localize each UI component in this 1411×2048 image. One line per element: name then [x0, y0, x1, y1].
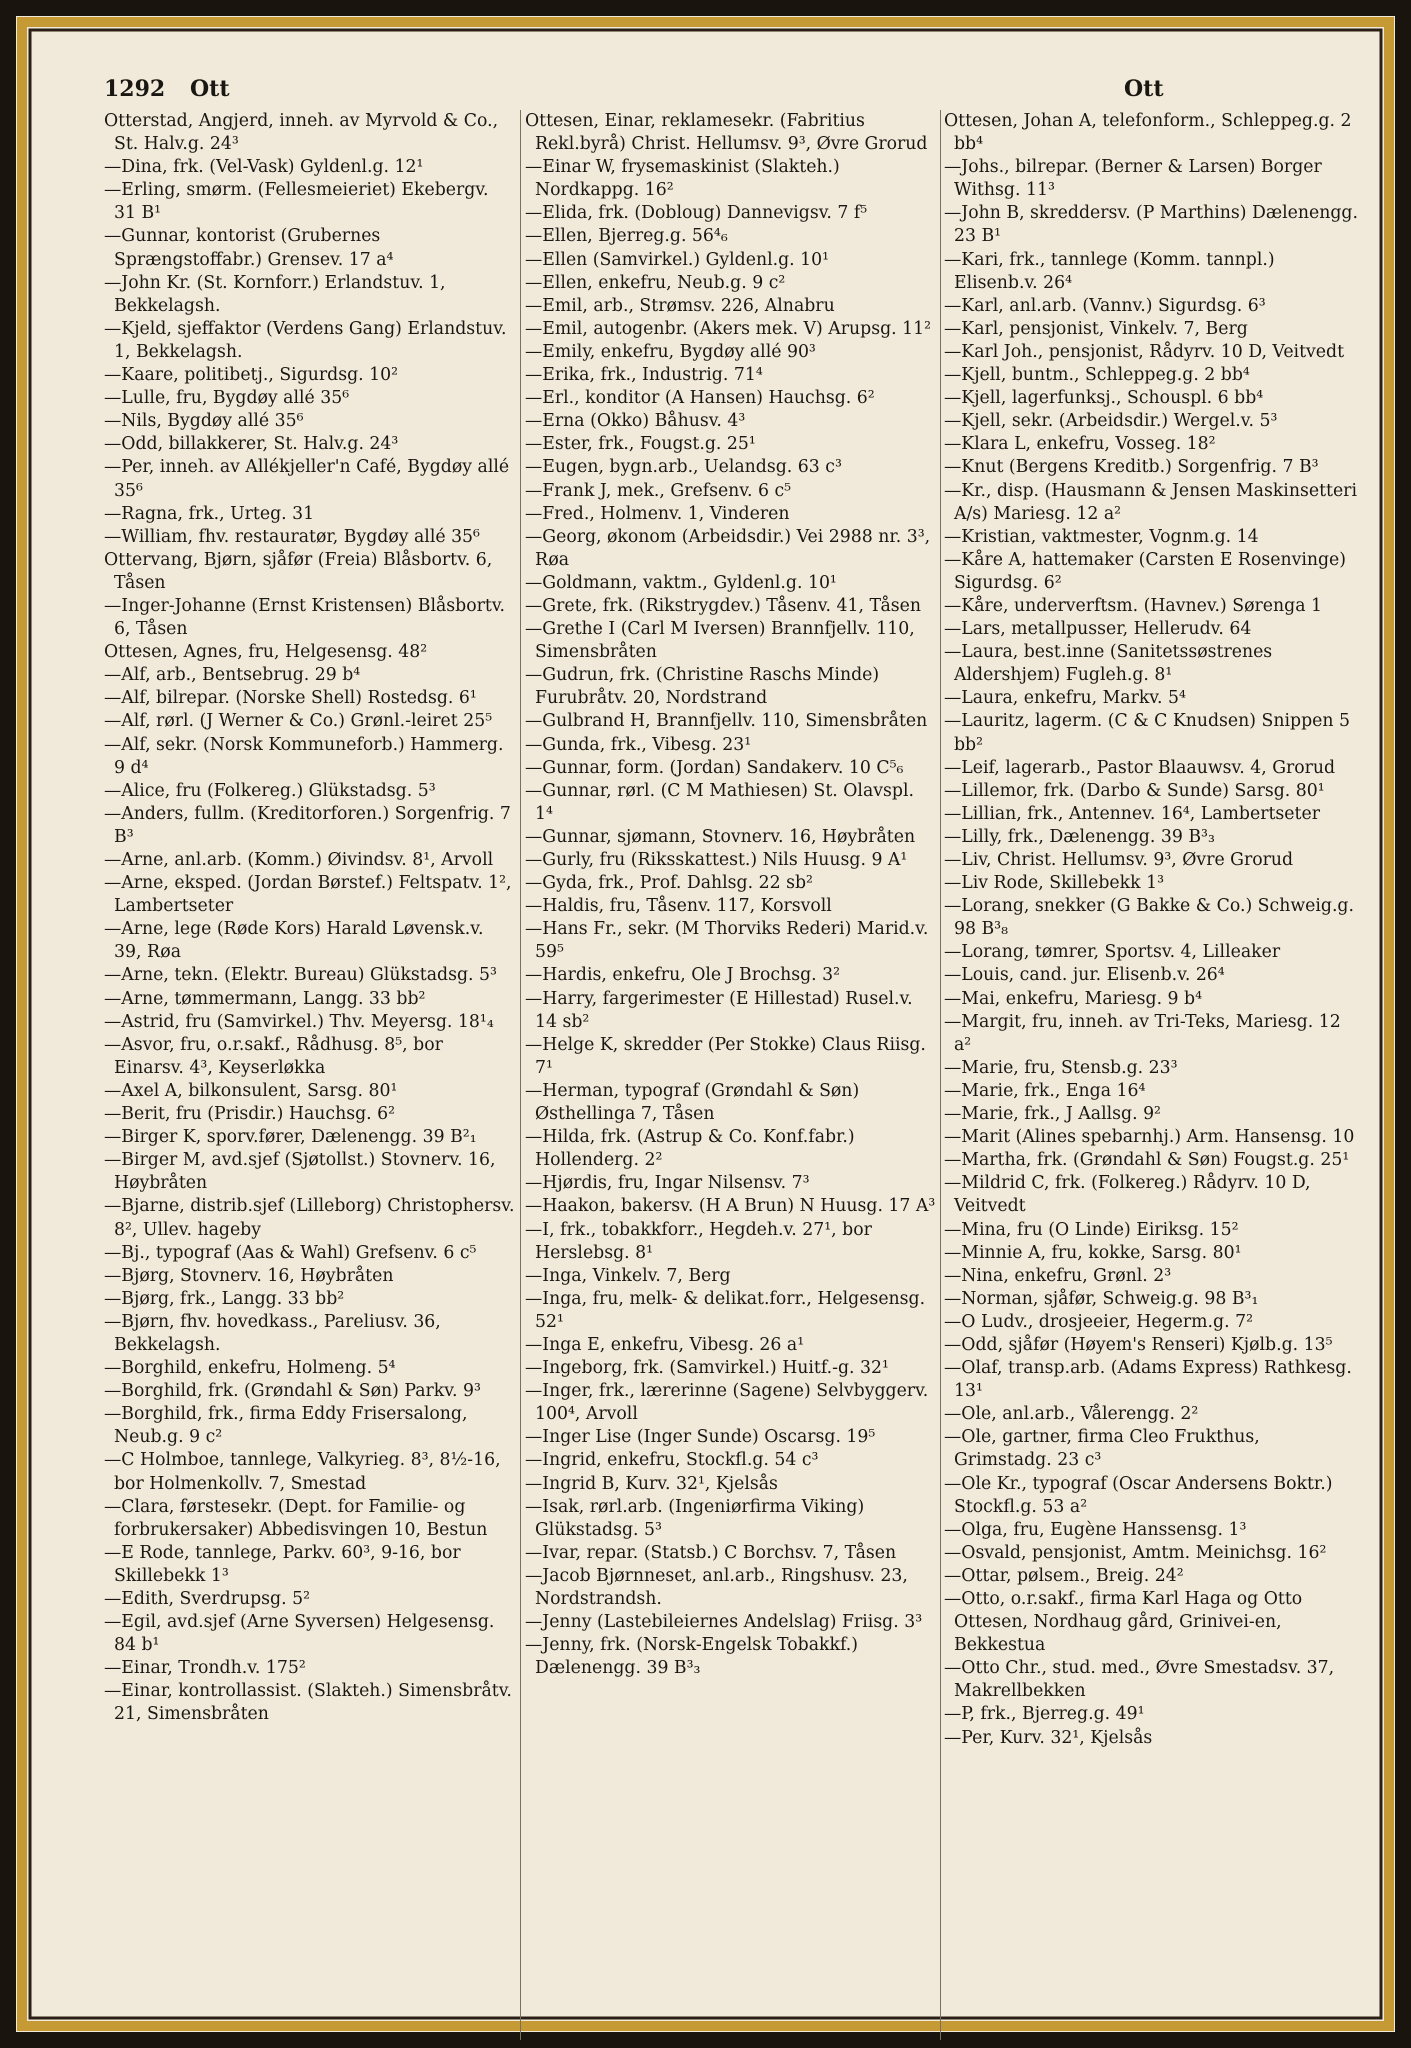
- directory-entry: —Hans Fr., sekr. (M Thorviks Rederi) Marid.v. 59⁵: [525, 919, 929, 963]
- directory-entry: —Liv Rode, Skillebekk 1³: [944, 873, 1164, 894]
- directory-entry: —Knut (Bergens Kreditb.) Sorgenfrig. 7 B³: [944, 457, 1319, 478]
- directory-entry: —Kjell, buntm., Schleppeg.g. 2 bb⁴: [944, 365, 1250, 386]
- directory-entry: —Herman, typograf (Grøndahl & Søn) Østhellinga 7, Tåsen: [525, 1080, 860, 1125]
- directory-entry: —Edith, Sverdrupsg. 5²: [104, 1589, 310, 1609]
- directory-entry: —Axel A, bilkonsulent, Sarsg. 80¹: [104, 1080, 398, 1101]
- directory-entry: —Borghild, frk., firma Eddy Frisersalong, Neub.g. 9 c²: [104, 1404, 468, 1448]
- directory-entry: —Gunnar, sjømann, Stovnerv. 16, Høybråten: [525, 826, 916, 847]
- directory-entry: —Ellen, Bjerreg.g. 56⁴₆: [525, 226, 728, 247]
- directory-entry: —John Kr. (St. Kornforr.) Erlandstuv. 1, Bekkelagsh.: [104, 272, 446, 316]
- directory-entry: —Gunnar, kontorist (Grubernes Sprængstoffabr.) Grensev. 17 a⁴: [104, 226, 394, 270]
- directory-entry: —Helge K, skredder (Per Stokke) Claus Riisg. 7¹: [525, 1034, 926, 1078]
- directory-entry: —Ingrid, enkefru, Stockfl.g. 54 c³: [525, 1450, 819, 1471]
- directory-entry: —Leif, lagerarb., Pastor Blaauwsv. 4, Grorud: [944, 757, 1336, 778]
- directory-entry: —Mildrid C, frk. (Folkereg.) Rådyrv. 10 D, Veitvedt: [944, 1173, 1311, 1217]
- directory-entry: —Ole, gartner, firma Cleo Frukthus, Grimstadg. 23 c³: [944, 1427, 1260, 1471]
- directory-entry: —Martha, frk. (Grøndahl & Søn) Fougst.g. 25¹: [944, 1150, 1350, 1171]
- directory-entry: —Bjørg, frk., Langg. 33 bb²: [104, 1288, 345, 1309]
- directory-entry: —Lorang, tømrer, Sportsv. 4, Lilleaker: [944, 942, 1281, 963]
- directory-entry: —Emily, enkefru, Bygdøy allé 90³: [525, 341, 816, 362]
- directory-entry: —Hilda, frk. (Astrup & Co. Konf.fabr.) Hollenderg. 2²: [525, 1127, 855, 1171]
- directory-entry: —Erna (Okko) Båhusv. 4³: [525, 411, 746, 432]
- directory-entry: —Lilly, frk., Dælenengg. 39 B³₃: [944, 826, 1215, 847]
- directory-entry: —Mina, fru (O Linde) Eiriksg. 15²: [944, 1219, 1239, 1240]
- directory-entry: —Inga E, enkefru, Vibesg. 26 a¹: [525, 1334, 805, 1355]
- directory-entry: —Ester, frk., Fougst.g. 25¹: [525, 434, 756, 455]
- directory-entry: —Laura, best.inne (Sanitetssøstrenes Aldershjem) Fugleh.g. 8¹: [944, 642, 1273, 686]
- directory-entry: —Bjørg, Stovnerv. 16, Høybråten: [104, 1265, 394, 1286]
- directory-entry: —Ragna, frk., Urteg. 31: [104, 503, 315, 524]
- directory-entry: —Kjeld, sjeffaktor (Verdens Gang) Erlandstuv. 1, Bekkelagsh.: [104, 318, 507, 362]
- directory-entry: —Erling, smørm. (Fellesmeieriet) Ekebergv. 31 B¹: [104, 180, 489, 224]
- directory-entry: —Minnie A, fru, kokke, Sarsg. 80¹: [944, 1242, 1242, 1263]
- directory-entry: —Gunnar, rørl. (C M Mathiesen) St. Olavspl. 1⁴: [525, 780, 914, 824]
- directory-entry: —Ingeborg, frk. (Samvirkel.) Huitf.-g. 32¹: [525, 1358, 889, 1379]
- directory-entry: —Lillian, frk., Antennev. 16⁴, Lambertseter: [944, 803, 1320, 824]
- directory-entry: —Astrid, fru (Samvirkel.) Thv. Meyersg. 18¹₄: [104, 1011, 494, 1032]
- directory-entry: —William, fhv. restauratør, Bygdøy allé 35⁶: [104, 526, 480, 547]
- column-divider: [940, 110, 941, 2040]
- directory-entry: —Karl, anl.arb. (Vannv.) Sigurdsg. 6³: [944, 295, 1266, 316]
- directory-entry: —Alf, arb., Bentsebrug. 29 b⁴: [104, 665, 361, 686]
- directory-entry: —Lillemor, frk. (Darbo & Sunde) Sarsg. 80¹: [944, 780, 1325, 801]
- directory-entry: —Otto Chr., stud. med., Øvre Smestadsv. 37, Makrellbekken: [944, 1658, 1335, 1702]
- directory-entry: —Osvald, pensjonist, Amtm. Meinichsg. 16²: [944, 1542, 1327, 1563]
- directory-entry: —Margit, fru, inneh. av Tri-Teks, Mariesg. 12 a²: [944, 1011, 1341, 1055]
- directory-entry: —Gunnar, form. (Jordan) Sandakerv. 10 C⁵₆: [525, 757, 904, 778]
- directory-entry: —Inger, frk., lærerinne (Sagene) Selvbyggerv. 100⁴, Arvoll: [525, 1381, 929, 1425]
- directory-entry: —Alf, rørl. (J Werner & Co.) Grønl.-leiret 25⁵: [104, 711, 493, 732]
- directory-entry: —Berit, fru (Prisdir.) Hauchsg. 6²: [104, 1104, 396, 1125]
- directory-entry: —Hardis, enkefru, Ole J Brochsg. 3²: [525, 965, 841, 986]
- directory-entry: —P, frk., Bjerreg.g. 49¹: [944, 1704, 1145, 1725]
- directory-entry: —Nina, enkefru, Grønl. 2³: [944, 1265, 1172, 1286]
- directory-entry: —Ellen, enkefru, Neub.g. 9 c²: [525, 272, 786, 293]
- directory-entry: —Jenny (Lastebileiernes Andelslag) Friisg. 3³: [525, 1612, 923, 1633]
- directory-entry: —Kjell, sekr. (Arbeidsdir.) Wergel.v. 5³: [944, 411, 1278, 432]
- directory-entry: —Kristian, vaktmester, Vognm.g. 14: [944, 526, 1259, 547]
- directory-entry: —Gunda, frk., Vibesg. 23¹: [525, 734, 752, 755]
- directory-entry: —Emil, autogenbr. (Akers mek. V) Arupsg. 11²: [525, 318, 932, 339]
- directory-entry: —Inga, Vinkelv. 7, Berg: [525, 1265, 731, 1286]
- directory-entry: —Lars, metallpusser, Hellerudv. 64: [944, 619, 1252, 640]
- directory-entry: —Gurly, fru (Riksskattest.) Nils Huusg. 9 A¹: [525, 850, 908, 870]
- directory-entry: —Grete, frk. (Rikstrygdev.) Tåsenv. 41, Tåsen: [525, 595, 922, 616]
- directory-entry: —Eugen, bygn.arb., Uelandsg. 63 c³: [525, 457, 842, 478]
- directory-entry: —Grethe I (Carl M Iversen) Brannfjellv. 110, Simensbråten: [525, 619, 915, 663]
- directory-entry: —Ellen (Samvirkel.) Gyldenl.g. 10¹: [525, 249, 830, 270]
- directory-entry: —Kåre, underverftsm. (Havnev.) Sørenga 1: [944, 595, 1323, 616]
- directory-entry: —Harry, fargerimester (E Hillestad) Rusel.v. 14 sb²: [525, 988, 913, 1032]
- directory-entry: —Kaare, politibetj., Sigurdsg. 10²: [104, 365, 399, 386]
- directory-entry: Otterstad, Angjerd, inneh. av Myrvold & Co., St. Halv.g. 24³: [104, 111, 499, 155]
- directory-entry: —O Ludv., drosjeeier, Hegerm.g. 7²: [944, 1311, 1254, 1332]
- page-number: 1292: [104, 76, 166, 102]
- directory-entry: —E Rode, tannlege, Parkv. 60³, 9-16, bor Skillebekk 1³: [104, 1542, 461, 1586]
- directory-entry: —Borghild, enkefru, Holmeng. 5⁴: [104, 1358, 396, 1379]
- directory-entry: —Einar, kontrollassist. (Slakteh.) Simensbråtv. 21, Simensbråten: [104, 1681, 512, 1725]
- directory-entry: —Elida, frk. (Dobloug) Dannevigsv. 7 f⁵: [525, 203, 868, 224]
- directory-entry: —John B, skreddersv. (P Marthins) Dælenengg. 23 B¹: [944, 203, 1358, 247]
- directory-entry: —Emil, arb., Strømsv. 226, Alnabru: [525, 295, 835, 316]
- directory-entry: —Kari, frk., tannlege (Komm. tannpl.) Elisenb.v. 26⁴: [944, 249, 1275, 293]
- directory-entry: —Erl., konditor (A Hansen) Hauchsg. 6²: [525, 388, 875, 409]
- directory-entry: —Klara L, enkefru, Vosseg. 18²: [944, 434, 1216, 455]
- directory-entry: —Norman, sjåfør, Schweig.g. 98 B³₁: [944, 1288, 1259, 1309]
- directory-entry: —Alf, sekr. (Norsk Kommuneforb.) Hammerg. 9 d⁴: [104, 734, 504, 778]
- directory-entry: —Egil, avd.sjef (Arne Syversen) Helgesensg. 84 b¹: [104, 1612, 495, 1656]
- directory-column-1: [104, 110, 516, 2045]
- directory-entry: —Liv, Christ. Hellumsv. 9³, Øvre Grorud: [944, 850, 1294, 870]
- directory-entry: —Gudrun, frk. (Christine Raschs Minde) Furubråtv. 20, Nordstrand: [525, 665, 880, 709]
- directory-entry: —Ivar, repar. (Statsb.) C Borchsv. 7, Tåsen: [525, 1542, 897, 1563]
- directory-entry: —Lorang, snekker (G Bakke & Co.) Schweig.g. 98 B³₈: [944, 896, 1354, 940]
- directory-entry: —Jacob Bjørnneset, anl.arb., Ringshusv. 23, Nordstrandsh.: [525, 1565, 908, 1609]
- directory-column-2: [525, 110, 937, 2045]
- directory-entry: Ottesen, Agnes, fru, Helgesensg. 48²: [104, 642, 428, 663]
- directory-entry: —Gyda, frk., Prof. Dahlsg. 22 sb²: [525, 873, 813, 894]
- directory-entry: —Lauritz, lagerm. (C & C Knudsen) Snippen 5 bb²: [944, 711, 1350, 755]
- directory-entry: —Per, inneh. av Allékjeller'n Café, Bygdøy allé 35⁶: [104, 457, 510, 501]
- directory-entry: —C Holmboe, tannlege, Valkyrieg. 8³, 8½-16, bor Holmenkollv. 7, Smestad: [104, 1450, 501, 1494]
- directory-entry: —Haldis, fru, Tåsenv. 117, Korsvoll: [525, 896, 832, 917]
- directory-entry: —Inger-Johanne (Ernst Kristensen) Blåsbortv. 6, Tåsen: [104, 595, 506, 640]
- running-header-left: Ott: [190, 76, 230, 102]
- directory-entry: —Einar, Trondh.v. 175²: [104, 1658, 306, 1679]
- directory-entry: —Mai, enkefru, Mariesg. 9 b⁴: [944, 988, 1203, 1009]
- directory-entry: Ottesen, Einar, reklamesekr. (Fabritius Rekl.byrå) Christ. Hellumsv. 9³, Øvre Grorud: [525, 111, 928, 155]
- directory-entry: —Isak, rørl.arb. (Ingeniørfirma Viking) Glükstadsg. 5³: [525, 1496, 865, 1540]
- directory-entry: —Ottar, pølsem., Breig. 24²: [944, 1565, 1184, 1586]
- directory-entry: —Birger K, sporv.fører, Dælenengg. 39 B²₁: [104, 1127, 477, 1148]
- directory-entry: —Arne, tekn. (Elektr. Bureau) Glükstadsg. 5³: [104, 965, 497, 986]
- directory-entry: —Haakon, bakersv. (H A Brun) N Huusg. 17 A³: [525, 1196, 936, 1217]
- directory-entry: —Kr., disp. (Hausmann & Jensen Maskinsetteri A/s) Mariesg. 12 a²: [944, 480, 1357, 524]
- directory-entry: —Gulbrand H, Brannfjellv. 110, Simensbråten: [525, 711, 928, 732]
- directory-entry: —Bjørn, fhv. hovedkass., Pareliusv. 36, Bekkelagsh.: [104, 1311, 441, 1355]
- column-divider: [520, 110, 521, 2040]
- directory-entry: Ottervang, Bjørn, sjåfør (Freia) Blåsbortv. 6, Tåsen: [104, 549, 493, 593]
- directory-entry: —Laura, enkefru, Markv. 5⁴: [944, 688, 1186, 709]
- directory-entry: —Arne, tømmermann, Langg. 33 bb²: [104, 988, 426, 1009]
- directory-entry: —Lulle, fru, Bygdøy allé 35⁶: [104, 388, 350, 409]
- directory-entry: —Arne, lege (Røde Kors) Harald Løvensk.v. 39, Røa: [104, 919, 484, 963]
- directory-entry: —Einar W, frysemaskinist (Slakteh.) Nordkappg. 16²: [525, 157, 840, 201]
- directory-entry: —Marie, fru, Stensb.g. 23³: [944, 1057, 1178, 1078]
- running-header-right: Ott: [1124, 76, 1164, 102]
- directory-entry: —Inga, fru, melk- & delikat.forr., Helgesensg. 52¹: [525, 1288, 926, 1332]
- directory-entry: —Dina, frk. (Vel-Vask) Gyldenl.g. 12¹: [104, 157, 424, 178]
- directory-entry: —Johs., bilrepar. (Berner & Larsen) Borger Withsg. 11³: [944, 157, 1322, 201]
- directory-entry: —Alice, fru (Folkereg.) Glükstadsg. 5³: [104, 780, 436, 801]
- directory-entry: —Olaf, transp.arb. (Adams Express) Rathkesg. 13¹: [944, 1358, 1352, 1402]
- directory-entry: —Hjørdis, fru, Ingar Nilsensv. 7³: [525, 1173, 810, 1194]
- directory-entry: —Olga, fru, Eugène Hanssensg. 1³: [944, 1519, 1247, 1540]
- directory-entry: —Marie, frk., J Aallsg. 9²: [944, 1104, 1161, 1125]
- directory-entry: —Clara, førstesekr. (Dept. for Familie- og forbrukersaker) Abbedisvingen 10, Bestun: [104, 1496, 488, 1540]
- directory-entry: —Goldmann, vaktm., Gyldenl.g. 10¹: [525, 572, 837, 593]
- directory-entry: —Ingrid B, Kurv. 32¹, Kjelsås: [525, 1473, 778, 1494]
- directory-entry: —Jenny, frk. (Norsk-Engelsk Tobakkf.) Dælenengg. 39 B³₃: [525, 1635, 858, 1679]
- directory-entry: —Odd, sjåfør (Høyem's Renseri) Kjølb.g. 13⁵: [944, 1334, 1333, 1355]
- directory-entry: —Marit (Alines spebarnhj.) Arm. Hansensg. 10: [944, 1127, 1355, 1148]
- directory-entry: —I, frk., tobakkforr., Hegdeh.v. 27¹, bor Herslebsg. 8¹: [525, 1219, 872, 1263]
- directory-entry: —Borghild, frk. (Grøndahl & Søn) Parkv. 9³: [104, 1381, 481, 1402]
- directory-entry: —Karl, pensjonist, Vinkelv. 7, Berg: [944, 318, 1248, 339]
- directory-entry: —Birger M, avd.sjef (Sjøtollst.) Stovnerv. 16, Høybråten: [104, 1150, 496, 1194]
- directory-entry: —Asvor, fru, o.r.sakf., Rådhusg. 8⁵, bor Einarsv. 4³, Keyserløkka: [104, 1034, 443, 1078]
- directory-entry: —Ole Kr., typograf (Oscar Andersens Boktr.) Stockfl.g. 53 a²: [944, 1473, 1333, 1517]
- directory-entry: —Frank J, mek., Grefsenv. 6 c⁵: [525, 480, 792, 501]
- directory-entry: —Arne, eksped. (Jordan Børstef.) Feltspatv. 1², Lambertseter: [104, 873, 512, 917]
- directory-entry: —Karl Joh., pensjonist, Rådyrv. 10 D, Veitvedt: [944, 341, 1345, 362]
- directory-entry: —Bjarne, distrib.sjef (Lilleborg) Christophersv. 8², Ullev. hageby: [104, 1196, 515, 1240]
- directory-entry: —Louis, cand. jur. Elisenb.v. 26⁴: [944, 965, 1225, 986]
- directory-entry: —Marie, frk., Enga 16⁴: [944, 1080, 1146, 1101]
- directory-entry: —Per, Kurv. 32¹, Kjelsås: [944, 1727, 1153, 1748]
- directory-entry: —Bj., typograf (Aas & Wahl) Grefsenv. 6 c⁵: [104, 1242, 477, 1263]
- directory-entry: —Inger Lise (Inger Sunde) Oscarsg. 19⁵: [525, 1427, 876, 1448]
- directory-entry: —Otto, o.r.sakf., firma Karl Haga og Otto Ottesen, Nordhaug gård, Grinivei-en, Bekkestua: [944, 1589, 1303, 1656]
- directory-column-3: [944, 110, 1360, 2045]
- directory-entry: Ottesen, Johan A, telefonform., Schleppeg.g. 2 bb⁴: [944, 111, 1352, 155]
- directory-entry: —Georg, økonom (Arbeidsdir.) Vei 2988 nr. 3³, Røa: [525, 526, 931, 570]
- directory-entry: —Ole, anl.arb., Vålerengg. 2²: [944, 1404, 1199, 1425]
- directory-entry: —Anders, fullm. (Kreditorforen.) Sorgenfrig. 7 B³: [104, 803, 511, 847]
- directory-entry: —Fred., Holmenv. 1, Vinderen: [525, 503, 790, 524]
- directory-entry: —Alf, bilrepar. (Norske Shell) Rostedsg. 6¹: [104, 688, 477, 709]
- directory-entry: —Odd, billakkerer, St. Halv.g. 24³: [104, 434, 399, 455]
- directory-entry: —Arne, anl.arb. (Komm.) Øivindsv. 8¹, Arvoll: [104, 850, 494, 870]
- directory-entry: —Erika, frk., Industrig. 71⁴: [525, 365, 763, 386]
- directory-entry: —Nils, Bygdøy allé 35⁶: [104, 411, 304, 432]
- directory-entry: —Kåre A, hattemaker (Carsten E Rosenvinge) Sigurdsg. 6²: [944, 549, 1347, 593]
- directory-entry: —Kjell, lagerfunksj., Schouspl. 6 bb⁴: [944, 388, 1264, 409]
